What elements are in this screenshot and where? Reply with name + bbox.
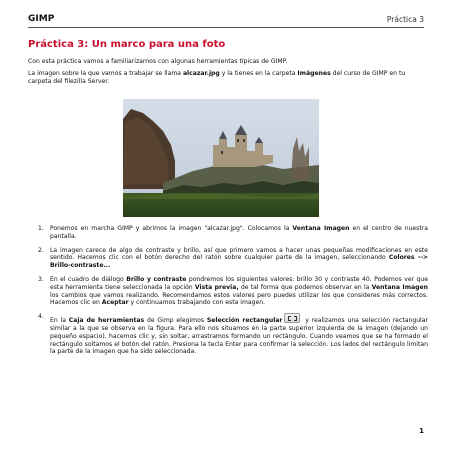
- rectangle-select-icon: [284, 313, 300, 323]
- page-title: Práctica 3: Un marco para una foto: [28, 39, 226, 50]
- list-item: 3. En el cuadro de diálogo Brillo y contraste pondremos los siguientes valores: brillo 30 y contraste 40. Podemos ver que esta herramienta tiene seleccionada la opción Vista previa, de tal forma que podemos observar en la Ventana Imagen los cambios que vamos realizando. Recomendamos estos valores pero puedes utilizar los que consideres más correctos. Hacemos clic en Aceptar y continuamos trabajando con esta imagen.: [38, 275, 428, 307]
- page-header: [28, 14, 424, 30]
- castle-photo: [123, 99, 319, 217]
- folder-text: Imágenes: [297, 70, 331, 77]
- filename-text: alcazar.jpg: [182, 70, 220, 77]
- list-item: 2. La imagen carece de algo de contraste y brillo, así que primero vamos a hacer unas pequeñas modificaciones en este sentido. Hacemos clic con el botón derecho del ratón sobre cualquier parte de la imagen, seleccionando Colores --> Brillo-contraste...: [38, 246, 428, 270]
- list-item: 1. Ponemos en marcha GIMP y abrimos la imagen "alcazar.jpg". Colocamos la Ventana Imagen en el centro de nuestra pantalla.: [38, 225, 428, 240]
- castle-photo-image: [123, 99, 319, 217]
- description-paragraph: La imagen sobre la que vamos a trabajar se llama alcazar.jpg y la tienes en la carpeta Imágenes del curso de GIMP en tu carpeta del filezilla Server.: [28, 70, 406, 86]
- steps-list: [28, 225, 428, 362]
- header-divider: [28, 27, 424, 28]
- intro-paragraph: Con esta práctica vamos a familiarizarnos con algunas herramientas típicas de GIMP.: [28, 58, 288, 65]
- header-app-name: GIMP: [28, 14, 55, 24]
- page-number: 1: [419, 427, 424, 435]
- header-practice-label: Práctica 3: [386, 15, 424, 24]
- list-item: 4. En la Caja de herramientas de Gimp elegimos Selección rectangular y realizamos una selección rectangular similar a la que se observa en la figura. Para ello nos situamos en la parte superior izquierda de la imagen (dejando un pequeño espacio), hacemos clic y, sin soltar, arrastramos formando un rectángulo. Cuando veamos que se ha formado el rectángulo soltamos el botón del ratón. Presiona la tecla Enter para confirmar la selección. Los lados del rectángulo limitan la parte de la imagen que ha sido seleccionada.: [38, 313, 428, 356]
